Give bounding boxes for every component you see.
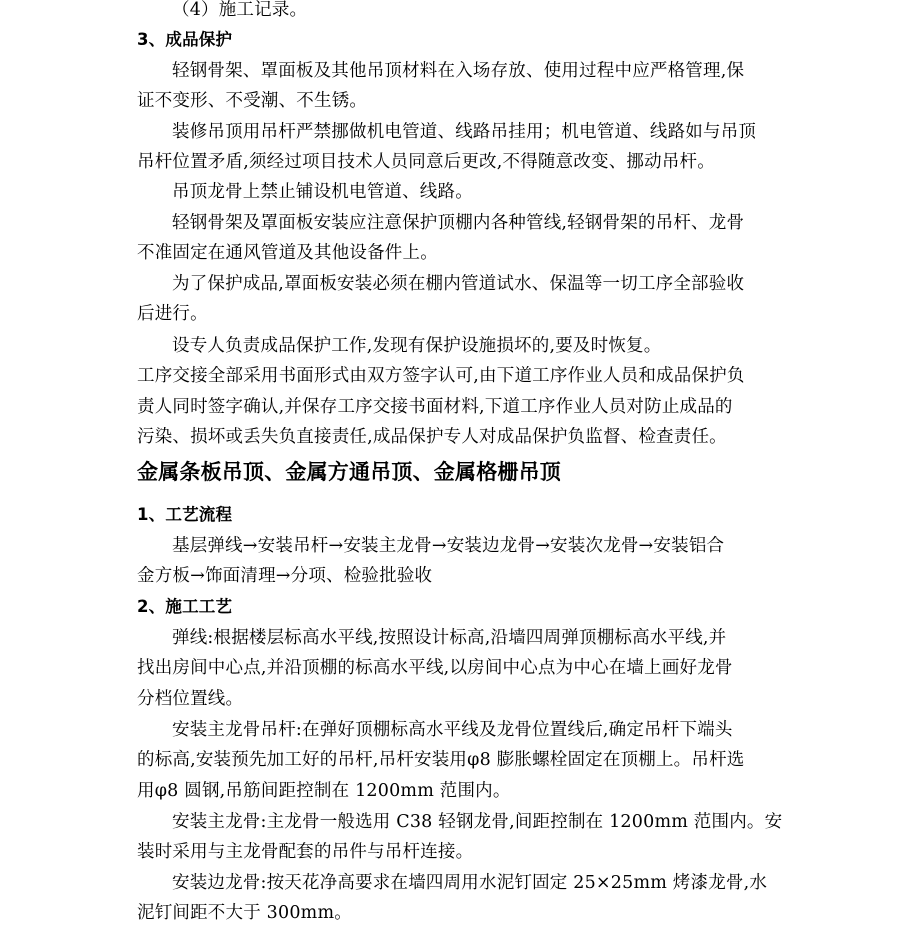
text-line: 轻钢骨架及罩面板安装应注意保护顶棚内各种管线,轻钢骨架的吊杆、龙骨 bbox=[172, 213, 745, 233]
text-line: 后进行。 bbox=[137, 304, 208, 324]
text-line: 基层弹线→安装吊杆→安装主龙骨→安装边龙骨→安装次龙骨→安装铝合 bbox=[172, 536, 725, 556]
text-line: 设专人负责成品保护工作,发现有保护设施损坏的,要及时恢复。 bbox=[172, 336, 662, 356]
text-line: 弹线:根据楼层标高水平线,按照设计标高,沿墙四周弹顶棚标高水平线,并 bbox=[172, 628, 727, 648]
text-line: 用φ8 圆钢,吊筋间距控制在 1200mm 范围内。 bbox=[137, 781, 511, 801]
text-line: 安装主龙骨吊杆:在弹好顶棚标高水平线及龙骨位置线后,确定吊杆下端头 bbox=[172, 720, 733, 740]
page-title: 金属条板吊顶、金属方通吊顶、金属格栅吊顶 bbox=[137, 460, 561, 484]
text-line: 泥钉间距不大于 300mm。 bbox=[137, 903, 352, 923]
text-line: 装修吊顶用吊杆严禁挪做机电管道、线路吊挂用；机电管道、线路如与吊顶 bbox=[172, 122, 757, 142]
section-heading: 1、工艺流程 bbox=[137, 505, 233, 524]
section-heading: 3、成品保护 bbox=[137, 30, 233, 49]
text-line: 污染、损坏或丢失负直接责任,成品保护专人对成品保护负监督、检查责任。 bbox=[137, 427, 727, 447]
text-line: 的标高,安装预先加工好的吊杆,吊杆安装用φ8 膨胀螺栓固定在顶棚上。吊杆选 bbox=[137, 750, 745, 770]
text-line: 责人同时签字确认,并保存工序交接书面材料,下道工序作业人员对防止成品的 bbox=[137, 397, 733, 417]
text-line: 金方板→饰面清理→分项、检验批验收 bbox=[137, 566, 433, 586]
section-heading: 2、施工工艺 bbox=[137, 597, 233, 616]
text-line: 轻钢骨架、罩面板及其他吊顶材料在入场存放、使用过程中应严格管理,保 bbox=[172, 61, 745, 81]
text-line: 吊杆位置矛盾,须经过项目技术人员同意后更改,不得随意改变、挪动吊杆。 bbox=[137, 152, 715, 172]
text-line: 为了保护成品,罩面板安装必须在棚内管道试水、保温等一切工序全部验收 bbox=[172, 274, 745, 294]
text-line: 工序交接全部采用书面形式由双方签字认可,由下道工序作业人员和成品保护负 bbox=[137, 366, 745, 386]
text-line: 找出房间中心点,并沿顶棚的标高水平线,以房间中心点为中心在墙上画好龙骨 bbox=[137, 658, 733, 678]
text-line: 不准固定在通风管道及其他设备件上。 bbox=[137, 243, 438, 263]
text-line: 吊顶龙骨上禁止铺设机电管道、线路。 bbox=[172, 182, 473, 202]
text-line: 分档位置线。 bbox=[137, 689, 244, 709]
text-line: 安装边龙骨:按天花净高要求在墙四周用水泥钉固定 25×25mm 烤漆龙骨,水 bbox=[172, 873, 768, 893]
text-line: 证不变形、不受潮、不生锈。 bbox=[137, 91, 368, 111]
text-line: （4）施工记录。 bbox=[172, 0, 308, 20]
text-line: 安装主龙骨:主龙骨一般选用 C38 轻钢龙骨,间距控制在 1200mm 范围内。安 bbox=[172, 812, 783, 832]
text-line: 装时采用与主龙骨配套的吊件与吊杆连接。 bbox=[137, 842, 474, 862]
